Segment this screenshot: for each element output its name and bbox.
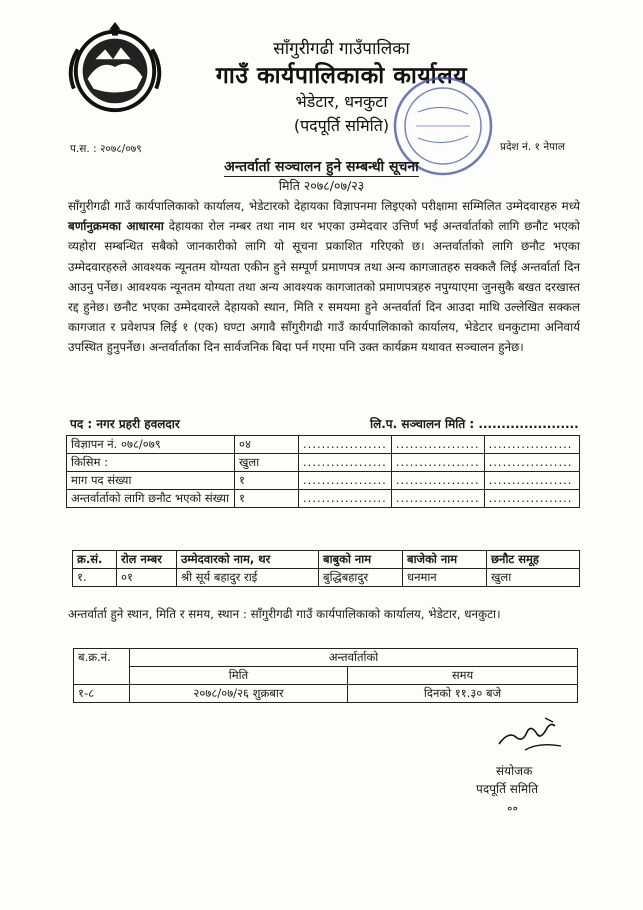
province-label: प्रदेश नं. १ नेपाल — [500, 141, 565, 153]
notice-title-text: अन्तर्वार्ता सञ्चालन हुने सम्बन्धी सूचना — [224, 159, 419, 175]
table-cell: ०१ — [117, 569, 177, 587]
table-row — [67, 490, 580, 508]
table-row — [67, 472, 580, 490]
table-row — [67, 454, 580, 472]
post-label: पद : नगर प्रहरी हवलदार — [70, 417, 180, 431]
dotted-cell: .................. — [299, 436, 392, 454]
dotted-cell: .................. — [391, 436, 484, 454]
table-header-row — [74, 649, 578, 667]
municipality-name: साँगुरीगढी गाउँपालिका — [273, 39, 410, 59]
table-row — [73, 569, 580, 587]
column-header: छनौट समूह — [487, 551, 580, 569]
details-value: ०४ — [235, 436, 299, 454]
notice-body — [68, 196, 580, 358]
dotted-cell: .................. — [484, 454, 579, 472]
candidates-table — [72, 550, 580, 587]
table-cell: २०७८/०७/२६ शुक्रबार — [130, 685, 348, 703]
table-row — [67, 436, 580, 454]
dotted-cell: .................. — [484, 472, 579, 490]
column-header: समय — [348, 667, 578, 685]
signatory-role: संयोजक — [496, 764, 533, 778]
details-value: १ — [235, 472, 299, 490]
table-cell: खुला — [487, 569, 580, 587]
column-header: क्र.सं. — [73, 551, 117, 569]
notice-body-part-a: साँगुरीगढी गाउँ कार्यपालिकाको कार्यालय, भेडेटारको देहायका विज्ञापनमा लिइएको परीक्षामा सम्मिलित उम्मेदवारहरु मध्ये — [68, 199, 580, 213]
notice-body-part-b: देहायका रोल नम्बर तथा नाम थर भएका उम्मेदवार उत्तिर्ण भई अन्तर्वार्ताको लागि छनौट भएको व्यहोरा सम्बन्धित सबैको जानकारीको लागि यो सूचना प्रकाशित गरिएको छ। अन्तर्वार्ताको लागि छनौट भएका उम्मेदवारहरुले आवश्यक न्यूनतम योग्यता एकीन हुने सम्पूर्ण प्रमाणपत्र तथा अन्य कागजातहरु सक्कलै लिई अन्तर्वार्ता दिन आउनु पर्नेछ। आवश्यक न्यूनतम योग्यता तथा अन्य आवश्यक कागजातको प्रमाणपत्रहरु नपुग्याएमा जुनसुकै बखत दरखास्त रद्द हुनेछ। छनौट भएका उम्मेदवारले देहायको स्थान, मिति र समयमा हुने अन्तर्वार्ता दिन आउदा माथि उल्लेखित सक्कल कागजात र प्रवेशपत्र लिई १ (एक) घण्टा अगावै साँगुरीगढी गाउँ कार्यपालिकाको कार्यालय, भेडेटार धनकुटामा अनिवार्य उपस्थित हुनुपर्नेछ। अन्तर्वार्ताका दिन सार्वजनिक बिदा पर्न गएमा पनि उक्त कार्यक्रम यथावत सञ्चालन हुनेछ। — [68, 219, 580, 355]
reference-number: प.स. : २०७८/०७९ — [70, 143, 142, 155]
column-header: बाबुको नाम — [319, 551, 403, 569]
dotted-cell: .................. — [391, 454, 484, 472]
table-header-row — [74, 667, 578, 685]
table-cell: धनमान — [403, 569, 487, 587]
notice-title — [0, 157, 643, 176]
column-header: उम्मेदवारको नाम, थर — [177, 551, 319, 569]
details-table — [66, 435, 580, 508]
office-location: भेडेटार, धनकुटा — [295, 92, 388, 111]
details-label: विज्ञापन नं. ०७८/०७९ — [67, 436, 235, 454]
signatory-committee: पदपूर्ति समिति — [476, 782, 539, 796]
table-row — [74, 685, 578, 703]
signature-icon — [495, 712, 565, 756]
column-header: रोल नम्बर — [117, 551, 177, 569]
column-header: मिति — [130, 667, 348, 685]
column-header: बाजेको नाम — [403, 551, 487, 569]
dotted-cell: .................. — [484, 436, 579, 454]
table-cell: १-८ — [74, 685, 130, 703]
dotted-cell: .................. — [391, 490, 484, 508]
notice-date: मिति २०७८/०७/२३ — [278, 178, 365, 193]
handwritten-mark: ॰॰ — [507, 803, 519, 818]
column-header: ब.क्र.नं. — [74, 649, 130, 685]
notice-body-bold: बर्णानुक्रमका आधारमा — [68, 219, 164, 234]
table-cell: बुद्धिबहादुर — [319, 569, 403, 587]
dotted-cell: .................. — [391, 472, 484, 490]
dotted-cell: .................. — [299, 454, 392, 472]
dotted-cell: .................. — [484, 490, 579, 508]
schedule-table — [73, 648, 578, 703]
dotted-cell: .................. — [299, 472, 392, 490]
dotted-cell: .................. — [299, 490, 392, 508]
details-label: माग पद संख्या — [67, 472, 235, 490]
details-label: किसिम : — [67, 454, 235, 472]
committee-name: (पदपूर्ति समिति) — [293, 116, 390, 135]
table-cell: दिनको ११.३० बजे — [348, 685, 578, 703]
details-value: खुला — [235, 454, 299, 472]
column-group-header: अन्तर्वार्ताको — [130, 649, 578, 667]
table-header-row — [73, 551, 580, 569]
table-cell: १. — [73, 569, 117, 587]
details-value: १ — [235, 490, 299, 508]
details-label: अन्तर्वार्ताको लागि छनौट भएको संख्या — [67, 490, 235, 508]
written-exam-date: लि.प. सञ्चालन मिति : ...................... — [370, 417, 579, 431]
office-name: गाउँ कार्यपालिकाको कार्यालय — [215, 63, 468, 89]
venue-text: अन्तर्वार्ता हुने स्थान, मिति र समय, स्थान : साँगुरीगढी गाउँ कार्यपालिकाको कार्यालय, भेडेटार, धनकुटा। — [68, 607, 501, 621]
table-cell: श्री सूर्य बहादुर राई — [177, 569, 319, 587]
